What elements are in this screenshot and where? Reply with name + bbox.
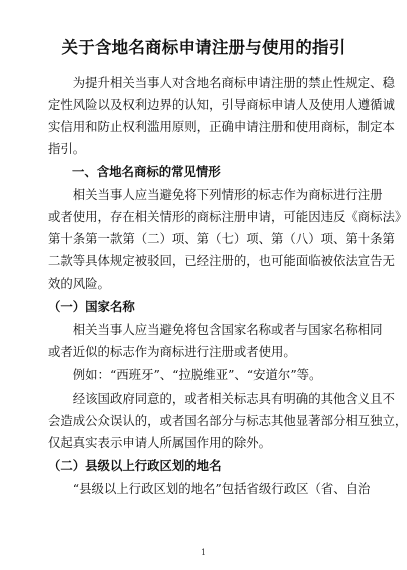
- section1-line-5: 效的风险。: [48, 276, 110, 291]
- document-title: 关于含地名商标申请注册与使用的指引: [61, 38, 346, 57]
- section1-line-3: 第十条第一款第（二）项、第（七）项、第（八）项、第十条第: [48, 231, 395, 246]
- exception-line-2: 会造成公众误认的，或者国名部分与标志其他显著部分相互独立，: [48, 413, 407, 428]
- exception-line-3: 仅起真实表示申请人所属国作用的除外。: [48, 435, 272, 450]
- intro-line-4: 指引。: [48, 141, 86, 156]
- subsection1-line-1: 相关当事人应当避免将包含国家名称或者与国家名称相同: [48, 322, 383, 337]
- intro-line-3: 实信用和防止权利滥用原则，正确申请注册和使用商标，制定本: [48, 119, 395, 134]
- subsection1-line-2: 或者近似的标志作为商标进行注册或者使用。: [48, 344, 296, 359]
- page-number: 1: [200, 548, 207, 557]
- section1-line-4: 二款等具体规定被驳回，已经注册的，也可能面临被依法宣告无: [48, 253, 395, 268]
- intro-line-2: 定性风险以及权利边界的认知，引导商标申请人及使用人遵循诚: [48, 97, 395, 112]
- section1-line-1: 相关当事人应当避免将下列情形的标志作为商标进行注册: [48, 187, 383, 202]
- subsection-heading-2: （二）县级以上行政区划的地名: [48, 458, 222, 473]
- subsection-heading-1: （一）国家名称: [48, 299, 135, 314]
- exception-line-1: 经该国政府同意的，或者相关标志具有明确的其他含义且不: [48, 391, 395, 406]
- section-heading-1: 一、含地名商标的常见情形: [72, 164, 221, 179]
- section1-line-2: 或者使用，存在相关情形的商标注册申请，可能因违反《商标法》: [48, 209, 407, 224]
- intro-line-1: 为提升相关当事人对含地名商标申请注册的禁止性规定、稳: [48, 75, 395, 90]
- example-line: 例如：“西班牙”、“拉脱维亚”、“安道尔”等。: [48, 367, 322, 382]
- subsection2-line-1: “县级以上行政区划的地名”包括省级行政区（省、自治: [48, 481, 371, 496]
